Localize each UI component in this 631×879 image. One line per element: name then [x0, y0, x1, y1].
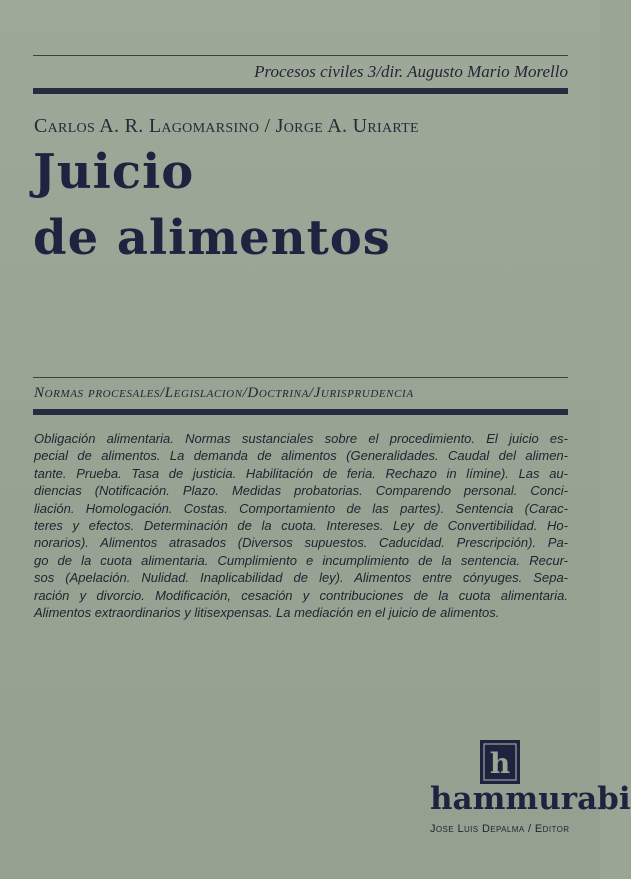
- summary-line: tante. Prueba. Tasa de justicia. Habilitación de feria. Rechazo in límine). Las au-: [34, 465, 568, 481]
- summary-line: sos (Apelación. Nulidad. Inaplicabilidad de ley). Alimentos entre cónyuges. Sepa-: [34, 570, 568, 586]
- summary-line: go de la cuota alimentaria. Cumplimiento e incumplimiento de la sentencia. Recur-: [34, 552, 568, 568]
- summary-line: ración y divorcio. Modificación, cesación y contribuciones de la cuota alimentaria.: [34, 587, 568, 603]
- publisher-editor: Jose Luis Depalma / Editor: [430, 823, 570, 835]
- series-title: Procesos civiles 3/dir. Augusto Mario Morello: [254, 62, 568, 81]
- subject-line: Normas procesales/Legislacion/Doctrina/Jurisprudencia: [34, 385, 414, 401]
- top-thin-rule: [33, 55, 568, 56]
- summary-line: Alimentos extraordinarios y litisexpensas. La mediación en el juicio de alimentos.: [34, 605, 500, 621]
- summary-line: teres y efectos. Determinación de la cuota. Intereses. Ley de Convertibilidad. Ho-: [34, 518, 568, 534]
- mid-thick-rule: [33, 409, 568, 415]
- contents-summary: [34, 430, 568, 621]
- h-monogram-icon: [480, 740, 520, 784]
- summary-line: liación. Homologación. Costas. Comportamiento de las partes). Sentencia (Carac-: [34, 500, 568, 516]
- authors: Carlos A. R. Lagomarsino / Jorge A. Uriarte: [34, 115, 419, 137]
- summary-line: pecial de alimentos. La demanda de alimentos (Generalidades. Caudal del alimen-: [34, 448, 568, 464]
- summary-line: Obligación alimentaria. Normas sustanciales sobre el procedimiento. El juicio es-: [34, 431, 568, 446]
- top-thick-rule: [33, 88, 568, 94]
- publisher-name: hammurabi: [430, 781, 631, 817]
- summary-line: norarios). Alimentos atrasados (Diversos supuestos. Caducidad. Prescripción). Pa-: [34, 535, 568, 551]
- mid-thin-rule: [33, 377, 568, 378]
- title-line-2: de alimentos: [33, 210, 391, 266]
- logo-letter: h: [489, 747, 511, 780]
- summary-line: diencias (Notificación. Plazo. Medidas probatorias. Comparendo personal. Conci-: [34, 483, 568, 499]
- title-line-1: Juicio: [33, 144, 195, 200]
